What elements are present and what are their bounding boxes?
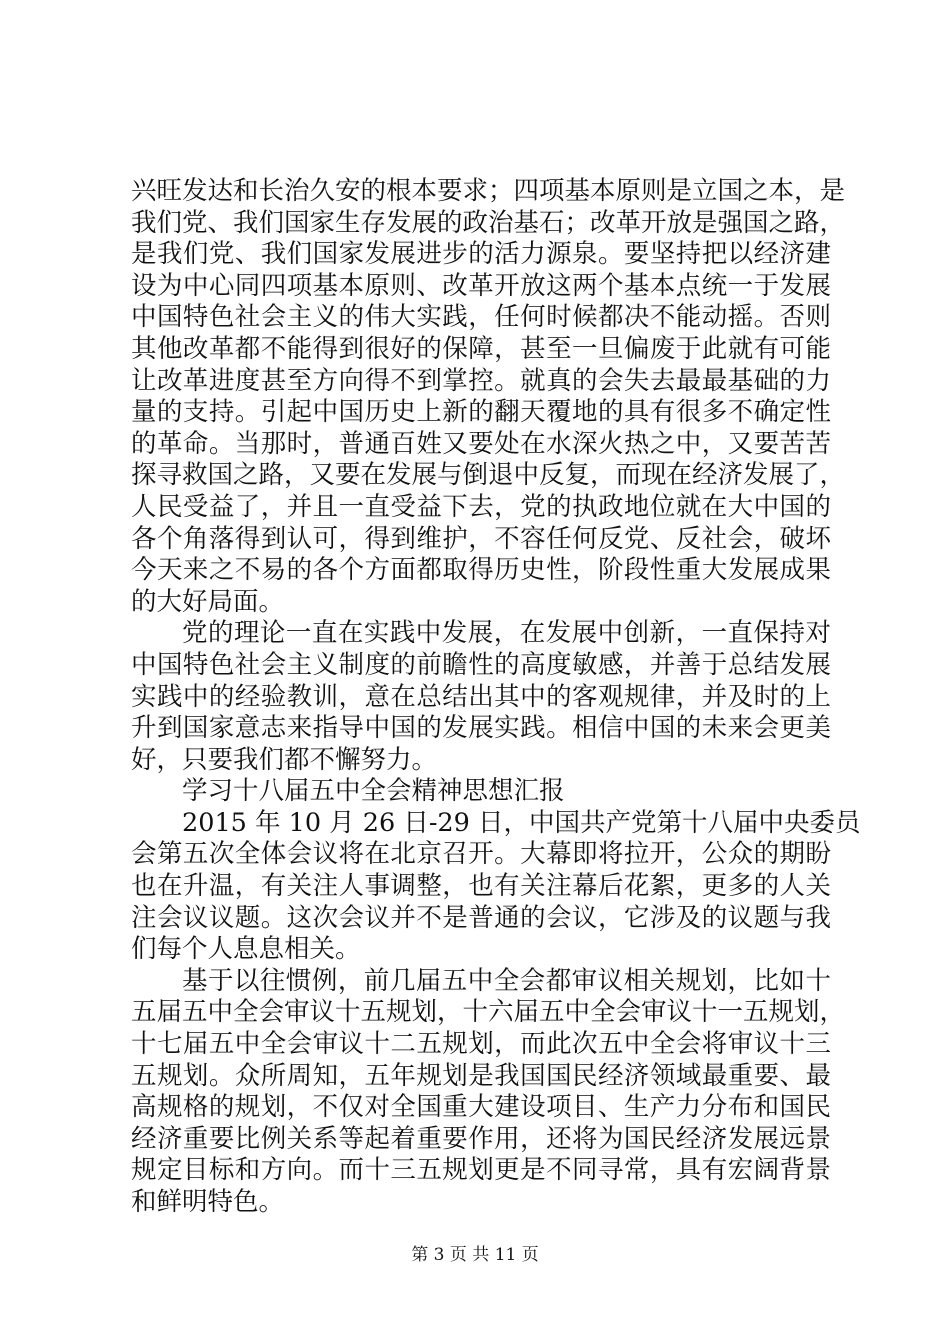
text-line: 中国特色社会主义的伟大实践，任何时候都决不能动摇。否则 [131, 302, 831, 333]
text-line: 学习十八届五中全会精神思想汇报 [182, 776, 565, 807]
text-line: 升到国家意志来指导中国的发展实践。相信中国的未来会更美 [131, 713, 831, 744]
text-line: 其他改革都不能得到很好的保障，甚至一旦偏废于此就有可能 [131, 333, 831, 364]
text-line: 也在升温，有关注人事调整，也有关注幕后花絮，更多的人关 [131, 871, 831, 902]
text-line: 基于以往惯例，前几届五中全会都审议相关规划，比如十 [182, 965, 831, 996]
text-line: 是我们党、我们国家发展进步的活力源泉。要坚持把以经济建 [131, 239, 831, 270]
text-line: 五届五中全会审议十五规划，十六届五中全会审议十一五规划， [131, 997, 846, 1028]
page-footer: 第 3 页 共 11 页 [411, 1245, 539, 1265]
text-line: 设为中心同四项基本原则、改革开放这两个基本点统一于发展 [131, 270, 831, 301]
text-line: 我们党、我们国家生存发展的政治基石；改革开放是强国之路， [131, 207, 846, 238]
text-line: 党的理论一直在实践中发展，在发展中创新，一直保持对 [182, 618, 831, 649]
text-line: 们每个人息息相关。 [131, 934, 361, 965]
text-line: 今天来之不易的各个方面都取得历史性，阶段性重大发展成果 [131, 555, 831, 586]
text-line: 十七届五中全会审议十二五规划，而此次五中全会将审议十三 [131, 1029, 831, 1060]
text-line: 兴旺发达和长治久安的根本要求；四项基本原则是立国之本，是 [131, 176, 846, 206]
text-line: 注会议议题。这次会议并不是普通的会议，它涉及的议题与我 [131, 902, 831, 933]
body-text [131, 176, 861, 1219]
text-line: 和鲜明特色。 [131, 1187, 285, 1217]
text-line: 规定目标和方向。而十三五规划更是不同寻常，具有宏阔背景 [131, 1155, 831, 1186]
text-line: 实践中的经验教训，意在总结出其中的客观规律，并及时的上 [131, 681, 831, 712]
text-line: 五规划。众所周知，五年规划是我国国民经济领域最重要、最 [131, 1060, 831, 1091]
text-line: 中国特色社会主义制度的前瞻性的高度敏感，并善于总结发展 [131, 649, 831, 680]
text-line: 量的支持。引起中国历史上新的翻天覆地的具有很多不确定性 [131, 397, 831, 428]
text-line: 人民受益了，并且一直受益下去，党的执政地位就在大中国的 [131, 491, 831, 522]
text-line: 的革命。当那时，普通百姓又要处在水深火热之中，又要苦苦 [131, 428, 831, 459]
text-line: 2015 年 10 月 26 日-29 日，中国共产党第十八届中央委员 [182, 807, 861, 838]
text-line: 让改革进度甚至方向得不到掌控。就真的会失去最最基础的力 [131, 365, 831, 396]
text-line: 各个角落得到认可，得到维护，不容任何反党、反社会，破坏 [131, 523, 831, 554]
text-line: 的大好局面。 [131, 586, 285, 617]
text-line: 会第五次全体会议将在北京召开。大幕即将拉开，公众的期盼 [131, 839, 831, 870]
text-line: 好，只要我们都不懈努力。 [131, 744, 438, 775]
text-line: 高规格的规划，不仅对全国重大建设项目、生产力分布和国民 [131, 1092, 831, 1123]
text-line: 探寻救国之路，又要在发展与倒退中反复，而现在经济发展了， [131, 460, 846, 491]
text-line: 经济重要比例关系等起着重要作用，还将为国民经济发展远景 [131, 1123, 831, 1154]
